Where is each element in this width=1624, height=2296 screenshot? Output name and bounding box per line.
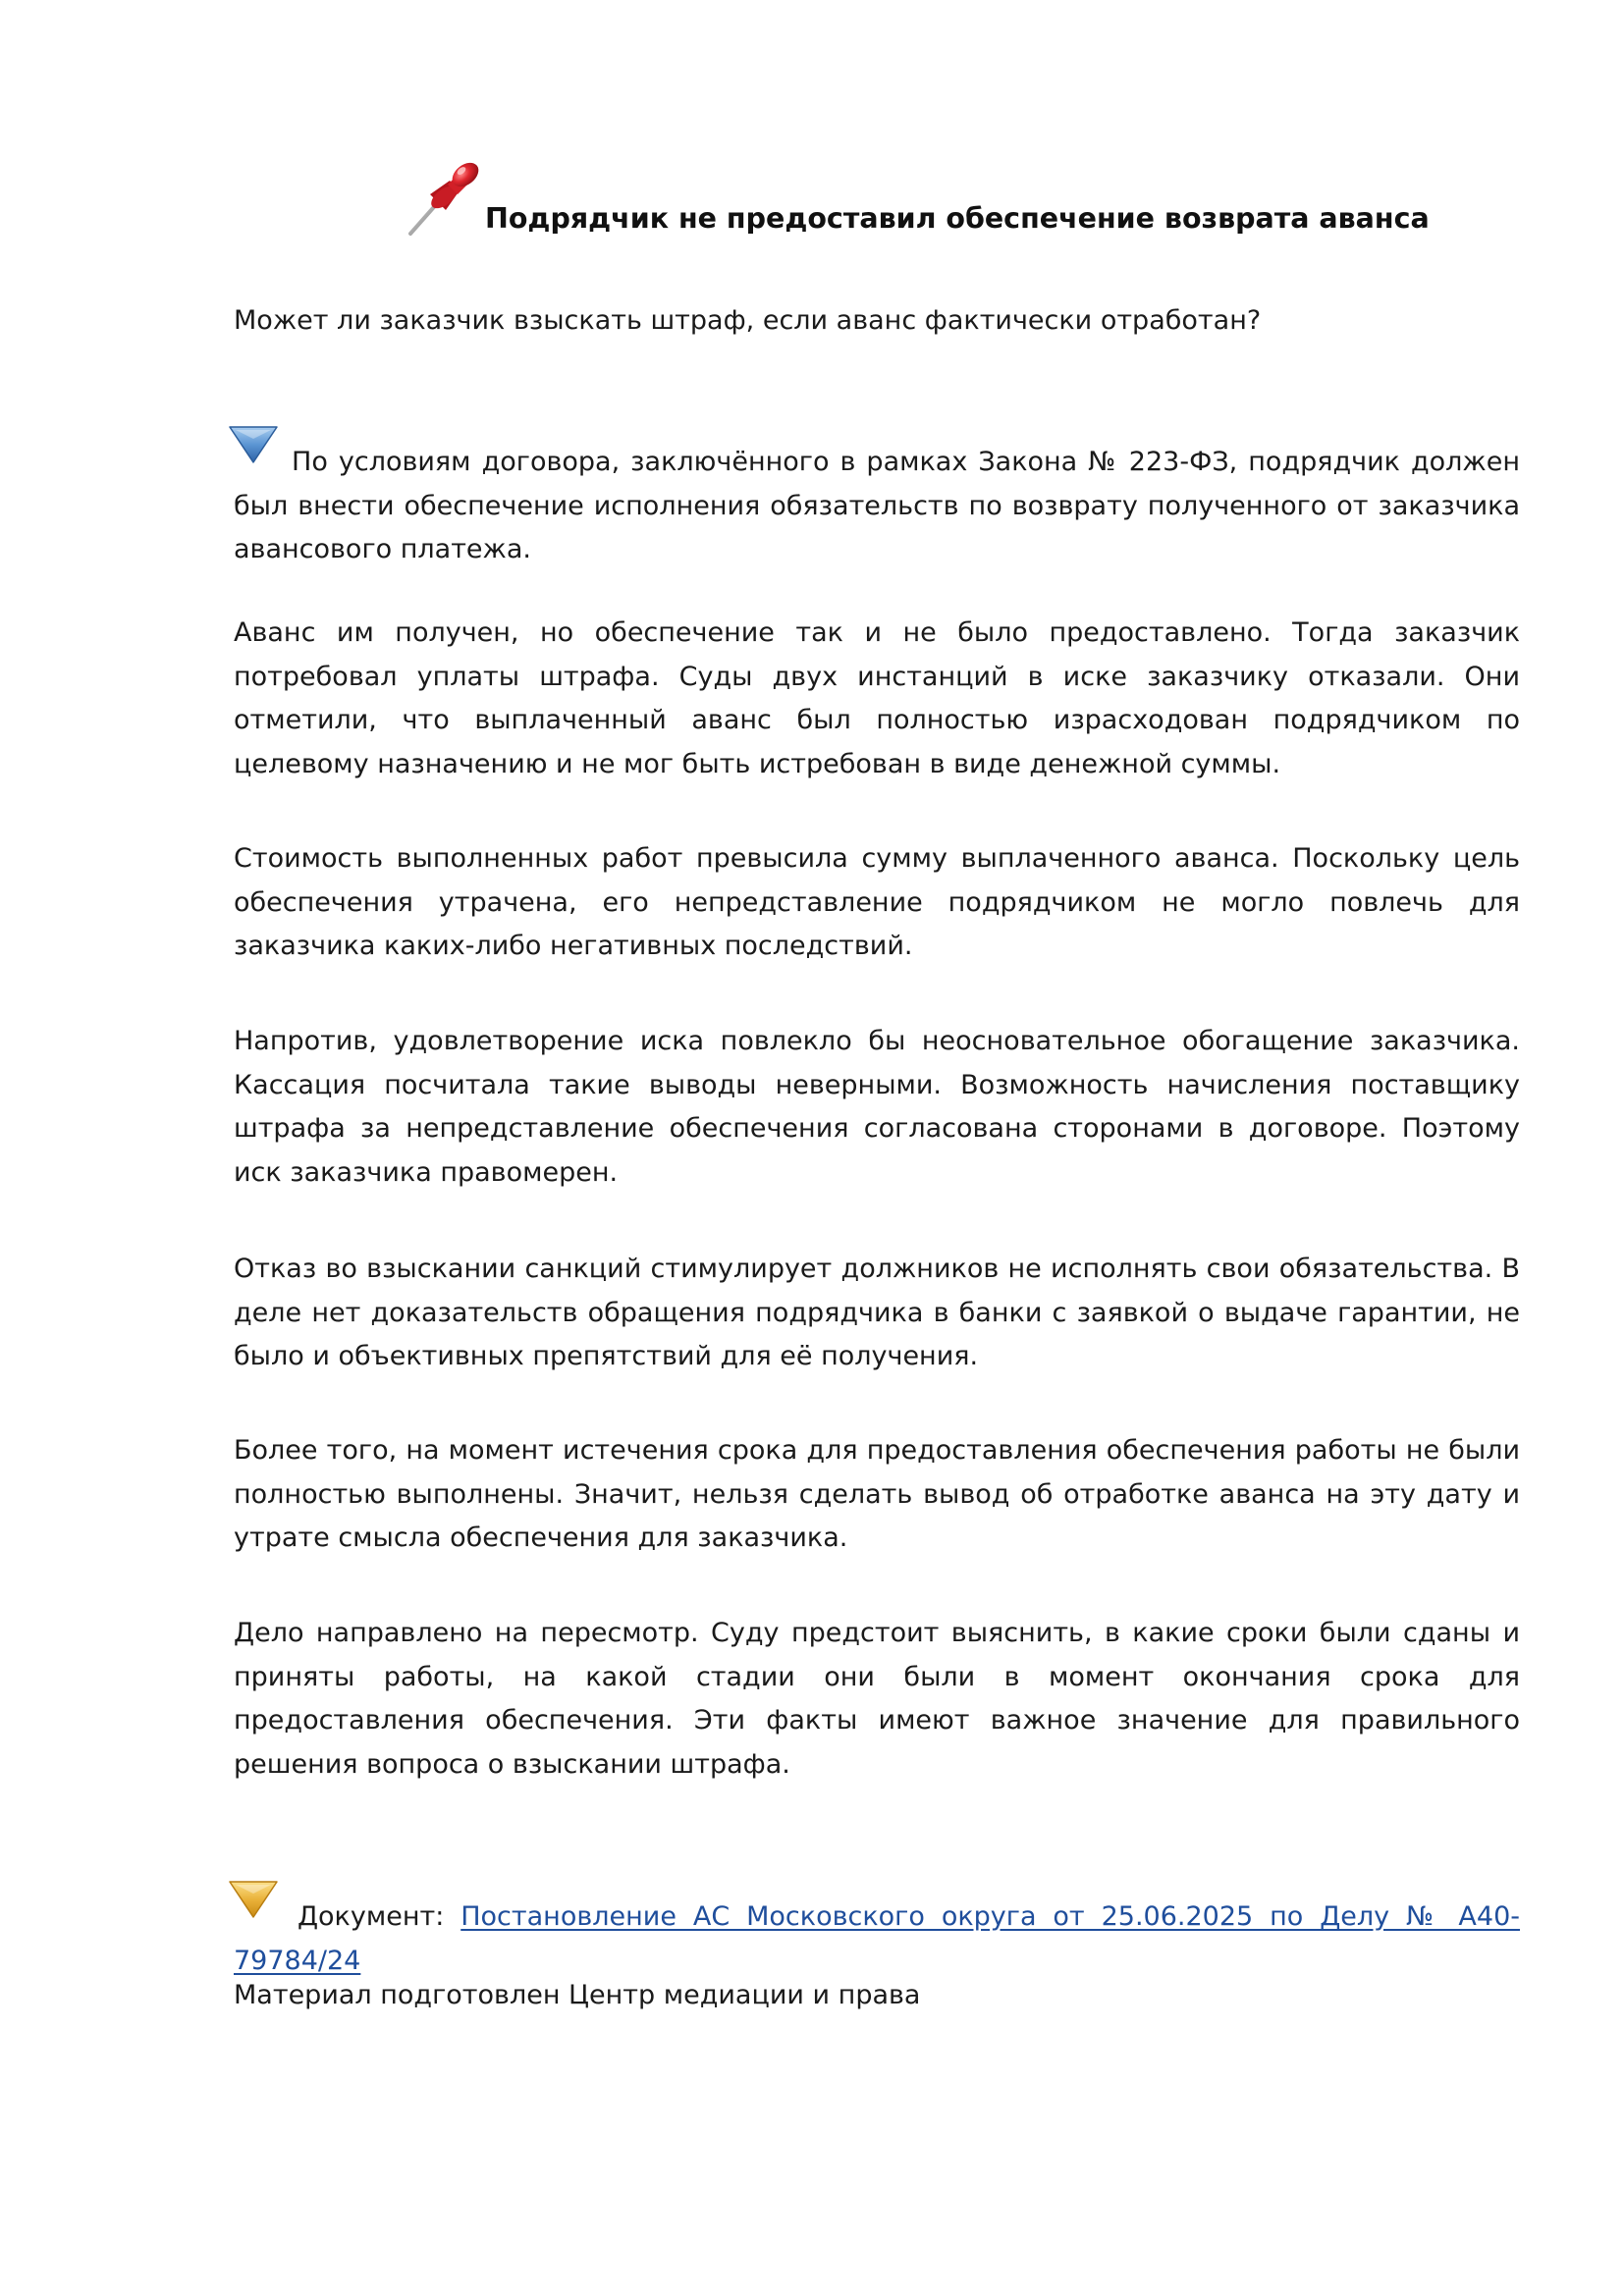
document-label: Документ:: [297, 1901, 445, 1932]
blue-triangle-icon: [228, 425, 279, 464]
gold-triangle-icon: [228, 1880, 279, 1919]
question-text: Может ли заказчик взыскать штраф, если аванс фактически отработан?: [234, 305, 1262, 336]
paragraph-6: Более того, на момент истечения срока для предоставления обеспечения работы не были полностью выполнены. Значит, нельзя сделать вывод об отработке аванса на эту дату и утрате смысла обеспечения для заказчика.: [234, 1435, 1520, 1553]
paragraph-1: [234, 425, 1520, 572]
pushpin-icon: [405, 155, 485, 238]
footer-text: Материал подготовлен Центр медиации и права: [234, 1980, 921, 2010]
paragraph-2: Аванс им получен, но обеспечение так и не было предоставлено. Тогда заказчик потребовал уплаты штрафа. Суды двух инстанций в иске заказчику отказали. Они отметили, что выплаченный аванс был полностью израсходован подрядчиком по целевому назначению и не мог быть истребован в виде денежной суммы.: [234, 617, 1520, 779]
paragraph-4: Напротив, удовлетворение иска повлекло бы неосновательное обогащение заказчика. Кассация посчитала такие выводы неверными. Возможность начисления поставщику штрафа за непредставление обеспечения согласована сторонами в договоре. Поэтому иск заказчика правомерен.: [234, 1026, 1520, 1188]
paragraph-3: Стоимость выполненных работ превысила сумму выплаченного аванса. Поскольку цель обеспечения утрачена, его непредставление подрядчиком не могло повлечь для заказчика каких-либо негативных последствий.: [234, 843, 1520, 961]
title-row: [405, 147, 1430, 245]
paragraph-5: Отказ во взыскании санкций стимулирует должников не исполнять свои обязательства. В деле нет доказательств обращения подрядчика в банки с заявкой о выдаче гарантии, не было и объективных препятствий для её получения.: [234, 1254, 1520, 1371]
document-reference: [234, 1880, 1520, 1983]
paragraph-1-text: По условиям договора, заключённого в рамках Закона № 223-ФЗ, подрядчик должен был внести обеспечение исполнения обязательств по возврату полученного от заказчика авансового платежа.: [234, 447, 1520, 564]
paragraph-7: Дело направлено на пересмотр. Суду предстоит выяснить, в какие сроки были сданы и приняты работы, на какой стадии они были в момент окончания срока для предоставления обеспечения. Эти факты имеют важное значение для правильного решения вопроса о взыскании штрафа.: [234, 1618, 1520, 1780]
document-link[interactable]: Постановление АС Московского округа от 25.06.2025 по Делу № А40-79784/24: [234, 1901, 1520, 1976]
page-title: Подрядчик не предоставил обеспечение возврата аванса: [485, 202, 1430, 235]
